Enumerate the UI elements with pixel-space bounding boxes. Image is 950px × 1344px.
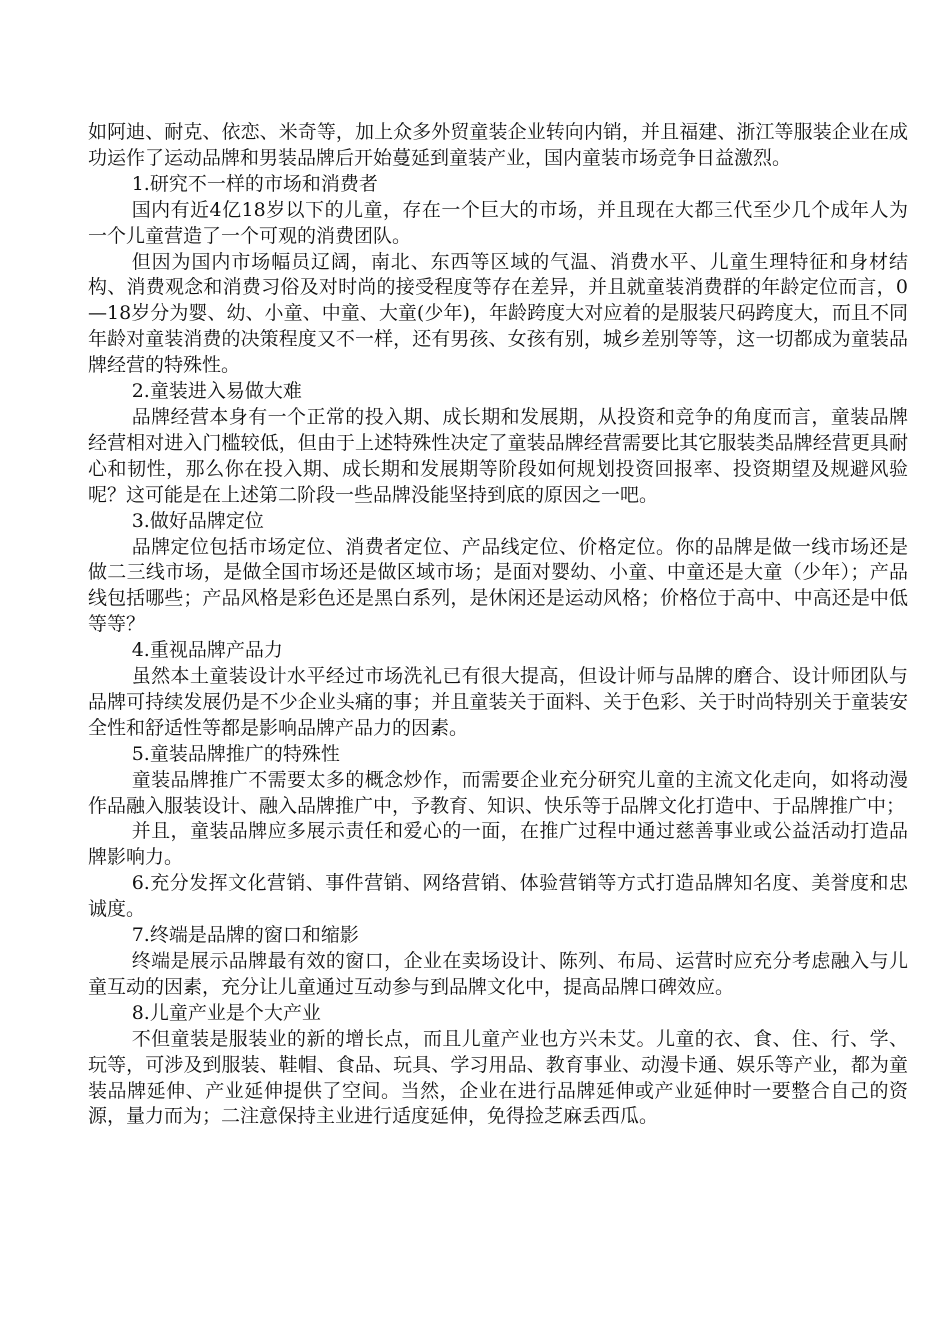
paragraph-3: 品牌定位包括市场定位、消费者定位、产品线定位、价格定位。你的品牌是做一线市场还是做二三线市场，是做全国市场还是做区域市场；是面对婴幼、小童、中童还是大童（少年）；产品线包括哪些；产品风格是彩色还是黑白系列，是休闲还是运动风格；价格位于高中、中高还是中低等等？ — [88, 535, 908, 636]
section-heading-7: 7.终端是品牌的窗口和缩影 — [131, 924, 359, 947]
section-heading-4: 4.重视品牌产品力 — [131, 639, 283, 662]
section-heading-2: 2.童装进入易做大难 — [131, 380, 302, 403]
document-page — [88, 120, 908, 1130]
paragraph-6: 6.充分发挥文化营销、事件营销、网络营销、体验营销等方式打造品牌知名度、美誉度和忠诚度。 — [88, 872, 908, 921]
paragraph-4: 虽然本土童装设计水平经过市场洗礼已有很大提高，但设计师与品牌的磨合、设计师团队与品牌可持续发展仍是不少企业头痛的事；并且童装关于面料、关于色彩、关于时尚特别关于童装安全性和舒适性等都是影响品牌产品力的因素。 — [88, 665, 908, 739]
paragraph-1b: 但因为国内市场幅员辽阔，南北、东西等区域的气温、消费水平、儿童生理特征和身材结构、消费观念和消费习俗及对时尚的接受程度等存在差异，并且就童装消费群的年龄定位而言，0—18岁分为婴、幼、小童、中童、大童(少年)，年龄跨度大对应着的是服装尺码跨度大，而且不同年龄对童装消费的决策程度又不一样，还有男孩、女孩有别，城乡差别等等，这一切都成为童装品牌经营的特殊性。 — [88, 250, 908, 377]
paragraph-5a: 童装品牌推广不需要太多的概念炒作，而需要企业充分研究儿童的主流文化走向，如将动漫作品融入服装设计、融入品牌推广中，予教育、知识、快乐等于品牌文化打造中、于品牌推广中； — [88, 768, 908, 817]
paragraph-7: 终端是展示品牌最有效的窗口，企业在卖场设计、陈列、布局、运营时应充分考虑融入与儿童互动的因素，充分让儿童通过互动参与到品牌文化中，提高品牌口碑效应。 — [88, 950, 908, 998]
paragraph-2: 品牌经营本身有一个正常的投入期、成长期和发展期，从投资和竞争的角度而言，童装品牌经营相对进入门槛较低，但由于上述特殊性决定了童装品牌经营需要比其它服装类品牌经营更具耐心和韧性，那么你在投入期、成长期和发展期等阶段如何规划投资回报率、投资期望及规避风验呢？这可能是在上述第二阶段一些品牌没能坚持到底的原因之一吧。 — [88, 405, 908, 506]
paragraph-5b: 并且，童装品牌应多展示责任和爱心的一面，在推广过程中通过慈善事业或公益活动打造品牌影响力。 — [88, 820, 908, 869]
section-heading-5: 5.童装品牌推广的特殊性 — [131, 742, 340, 765]
section-heading-8: 8.儿童产业是个大产业 — [131, 1001, 321, 1024]
section-heading-1: 1.研究不一样的市场和消费者 — [131, 172, 378, 195]
paragraph-8: 不但童装是服装业的新的增长点，而且儿童产业也方兴未艾。儿童的衣、食、住、行、学、玩等，可涉及到服装、鞋帽、食品、玩具、学习用品、教育事业、动漫卡通、娱乐等产业，都为童装品牌延伸、产业延伸提供了空间。当然，企业在进行品牌延伸或产业延伸时一要整合自己的资源，量力而为；二注意保持主业进行适度延伸，免得捡芝麻丢西瓜。 — [88, 1027, 908, 1128]
paragraph-1a: 国内有近4亿18岁以下的儿童，存在一个巨大的市场，并且现在大都三代至少几个成年人为一个儿童营造了一个可观的消费团队。 — [88, 198, 908, 247]
section-heading-3: 3.做好品牌定位 — [131, 509, 264, 532]
paragraph-intro-continuation: 如阿迪、耐克、依恋、米奇等，加上众多外贸童装企业转向内销，并且福建、浙江等服装企业在成功运作了运动品牌和男装品牌后开始蔓延到童装产业，国内童装市场竞争日益激烈。 — [88, 121, 908, 169]
